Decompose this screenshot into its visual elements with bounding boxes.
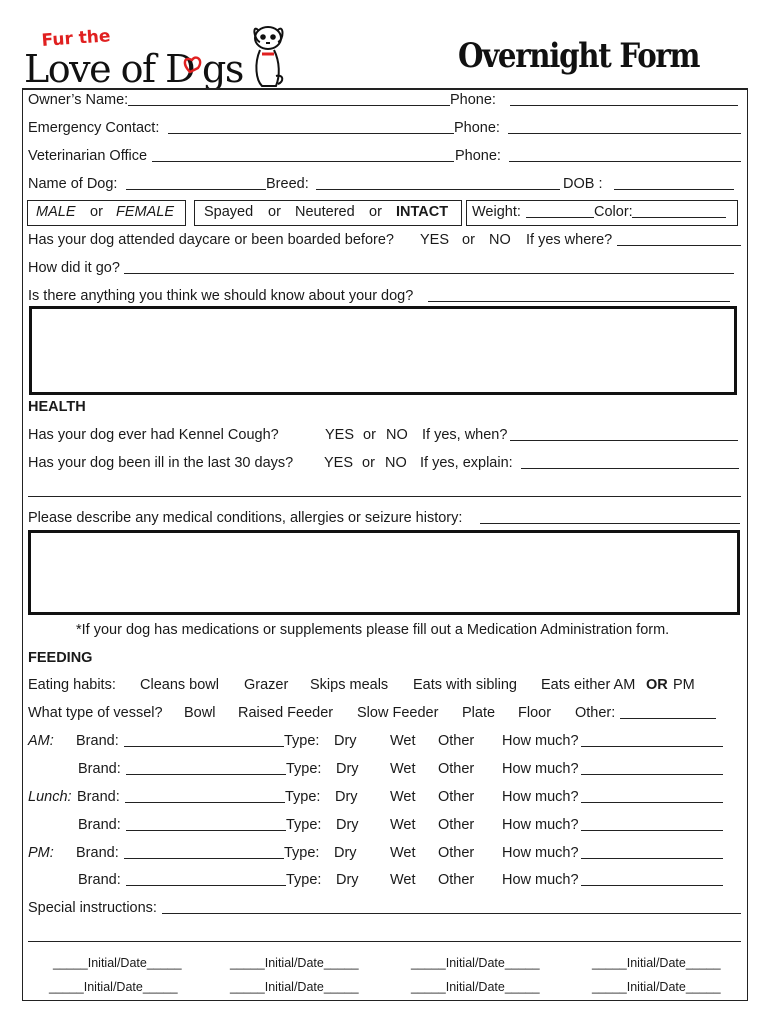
vessel-label: What type of vessel? xyxy=(28,705,163,721)
brand-label: Brand: xyxy=(78,761,121,777)
weight-label: Weight: xyxy=(472,204,521,220)
type-label: Type: xyxy=(286,817,322,833)
brand-label: Brand: xyxy=(76,733,119,749)
female-option[interactable]: FEMALE xyxy=(116,204,175,220)
daycare-yes[interactable]: YES xyxy=(420,232,450,248)
sex-or: or xyxy=(90,204,103,220)
type-label: Type: xyxy=(284,733,320,749)
neutered-option[interactable]: Neutered xyxy=(295,204,355,220)
vet-phone-field[interactable] xyxy=(509,161,741,162)
breed-field[interactable] xyxy=(316,189,560,190)
vet-office-field[interactable] xyxy=(152,161,454,162)
daycare-where-field[interactable] xyxy=(617,245,741,246)
how-did-it-go-field[interactable] xyxy=(124,273,734,274)
type-dry[interactable]: Dry xyxy=(336,872,359,888)
type-dry[interactable]: Dry xyxy=(334,733,357,749)
brand-field[interactable] xyxy=(124,746,284,747)
special-instructions-label: Special instructions: xyxy=(28,900,157,916)
how-much-field[interactable] xyxy=(581,885,723,886)
meal-label: PM: xyxy=(28,845,54,861)
type-other[interactable]: Other xyxy=(438,789,475,805)
logo-graphic xyxy=(22,20,287,90)
kennel-cough-no[interactable]: NO xyxy=(386,427,408,443)
ill-explain-field[interactable] xyxy=(521,468,739,469)
ill-question: Has your dog been ill in the last 30 days? xyxy=(28,455,294,471)
ill-no[interactable]: NO xyxy=(385,455,407,471)
brand-field[interactable] xyxy=(125,802,285,803)
initial-date-field[interactable]: _____Initial/Date_____ xyxy=(49,980,178,994)
dog-mascot-icon xyxy=(254,27,282,86)
how-much-label: How much? xyxy=(502,733,579,749)
type-label: Type: xyxy=(286,872,322,888)
type-other[interactable]: Other xyxy=(438,845,475,861)
type-label: Type: xyxy=(285,789,321,805)
anything-to-know-textbox[interactable] xyxy=(29,306,737,395)
type-dry[interactable]: Dry xyxy=(336,761,359,777)
ill-or: or xyxy=(362,455,375,471)
special-instructions-field[interactable] xyxy=(162,913,741,914)
vessel-plate[interactable]: Plate xyxy=(462,705,496,721)
color-field[interactable] xyxy=(632,217,726,218)
page-title: Overnight Form xyxy=(458,36,700,76)
fix-or-2: or xyxy=(369,204,382,220)
feeding-heading: FEEDING xyxy=(28,650,93,666)
how-much-label: How much? xyxy=(502,872,579,888)
brand-label: Brand: xyxy=(77,789,120,805)
habit-pm[interactable]: PM xyxy=(673,677,695,693)
vessel-raised-feeder[interactable]: Raised Feeder xyxy=(238,705,334,721)
kennel-cough-yes[interactable]: YES xyxy=(325,427,355,443)
how-much-label: How much? xyxy=(502,817,579,833)
habit-or: OR xyxy=(646,677,668,693)
special-instructions-line-2[interactable] xyxy=(28,941,741,942)
owner-phone-label: Phone: xyxy=(450,92,496,108)
brand-label: Brand: xyxy=(78,872,121,888)
daycare-no[interactable]: NO xyxy=(489,232,511,248)
emergency-contact-field[interactable] xyxy=(168,133,454,134)
type-other[interactable]: Other xyxy=(438,733,475,749)
initial-date-field[interactable]: _____Initial/Date_____ xyxy=(411,980,540,994)
brand-label: Brand: xyxy=(78,817,121,833)
initial-date-field[interactable]: _____Initial/Date_____ xyxy=(592,956,721,970)
emergency-phone-label: Phone: xyxy=(454,120,500,136)
medical-conditions-line[interactable] xyxy=(480,523,740,524)
initial-date-field[interactable]: _____Initial/Date_____ xyxy=(230,956,359,970)
medical-conditions-textbox[interactable] xyxy=(28,530,740,615)
habit-skips-meals[interactable]: Skips meals xyxy=(310,677,389,693)
weight-field[interactable] xyxy=(526,217,594,218)
initial-date-field[interactable]: _____Initial/Date_____ xyxy=(592,980,721,994)
kennel-cough-when-label: If yes, when? xyxy=(422,427,508,443)
brand-label: Brand: xyxy=(76,845,119,861)
how-much-field[interactable] xyxy=(581,858,723,859)
how-much-field[interactable] xyxy=(581,746,723,747)
owner-name-field[interactable] xyxy=(128,105,450,106)
kennel-cough-when-field[interactable] xyxy=(510,440,738,441)
type-other[interactable]: Other xyxy=(438,761,475,777)
vessel-bowl[interactable]: Bowl xyxy=(184,705,216,721)
meal-label: Lunch: xyxy=(28,789,72,805)
habit-eats-either-am[interactable]: Eats either AM xyxy=(541,677,636,693)
logo-tagline: Fur the xyxy=(40,26,112,51)
how-did-it-go-label: How did it go? xyxy=(28,260,120,276)
how-much-label: How much? xyxy=(502,789,579,805)
emergency-phone-field[interactable] xyxy=(508,133,741,134)
type-label: Type: xyxy=(286,761,322,777)
vessel-other-field[interactable] xyxy=(620,718,716,719)
brand-field[interactable] xyxy=(126,830,286,831)
initial-date-field[interactable]: _____Initial/Date_____ xyxy=(53,956,182,970)
type-wet[interactable]: Wet xyxy=(390,845,416,861)
how-much-field[interactable] xyxy=(581,774,723,775)
brand-field[interactable] xyxy=(124,858,284,859)
how-much-field[interactable] xyxy=(581,802,723,803)
dob-label: DOB : xyxy=(563,176,603,192)
habit-grazer[interactable]: Grazer xyxy=(244,677,289,693)
type-wet[interactable]: Wet xyxy=(390,872,416,888)
type-wet[interactable]: Wet xyxy=(390,761,416,777)
fix-or-1: or xyxy=(268,204,281,220)
dog-name-field[interactable] xyxy=(126,189,266,190)
owner-phone-field[interactable] xyxy=(510,105,738,106)
meal-label: AM: xyxy=(28,733,54,749)
how-much-field[interactable] xyxy=(581,830,723,831)
type-wet[interactable]: Wet xyxy=(390,817,416,833)
owner-name-label: Owner’s Name: xyxy=(28,92,129,108)
ill-explain-label: If yes, explain: xyxy=(420,455,513,471)
brand-field[interactable] xyxy=(126,885,286,886)
vet-phone-label: Phone: xyxy=(455,148,501,164)
intact-option[interactable]: INTACT xyxy=(396,204,449,220)
color-label: Color: xyxy=(594,204,633,220)
male-option[interactable]: MALE xyxy=(36,204,76,220)
vet-office-label: Veterinarian Office xyxy=(28,148,148,164)
initial-date-field[interactable]: _____Initial/Date_____ xyxy=(230,980,359,994)
kennel-cough-question: Has your dog ever had Kennel Cough? xyxy=(28,427,279,443)
type-other[interactable]: Other xyxy=(438,872,475,888)
medical-conditions-label: Please describe any medical conditions, allergies or seizure history: xyxy=(28,510,463,526)
anything-to-know-label: Is there anything you think we should know about your dog? xyxy=(28,288,414,304)
vessel-floor[interactable]: Floor xyxy=(518,705,552,721)
dog-name-label: Name of Dog: xyxy=(28,176,118,192)
type-other[interactable]: Other xyxy=(438,817,475,833)
breed-label: Breed: xyxy=(266,176,309,192)
daycare-where-label: If yes where? xyxy=(526,232,613,248)
type-dry[interactable]: Dry xyxy=(334,845,357,861)
brand-logo xyxy=(22,20,287,90)
habit-cleans-bowl[interactable]: Cleans bowl xyxy=(140,677,219,693)
how-much-label: How much? xyxy=(502,761,579,777)
ill-explain-line-2[interactable] xyxy=(28,496,741,497)
habit-eats-with-sibling[interactable]: Eats with sibling xyxy=(413,677,517,693)
type-label: Type: xyxy=(284,845,320,861)
kennel-cough-or: or xyxy=(363,427,376,443)
type-wet[interactable]: Wet xyxy=(390,733,416,749)
type-dry[interactable]: Dry xyxy=(336,817,359,833)
eating-habits-label: Eating habits: xyxy=(28,677,116,693)
type-wet[interactable]: Wet xyxy=(390,789,416,805)
daycare-or: or xyxy=(462,232,475,248)
logo-wordmark-b: gs xyxy=(202,47,243,90)
vessel-other-label: Other: xyxy=(575,705,616,721)
daycare-question: Has your dog attended daycare or been boarded before? xyxy=(28,232,394,248)
health-heading: HEALTH xyxy=(28,399,86,415)
logo-wordmark-a: Love of D xyxy=(24,47,195,90)
medication-note: *If your dog has medications or supplements please fill out a Medication Administration form. xyxy=(76,622,670,638)
type-dry[interactable]: Dry xyxy=(335,789,358,805)
spayed-option[interactable]: Spayed xyxy=(204,204,254,220)
initial-date-field[interactable]: _____Initial/Date_____ xyxy=(411,956,540,970)
ill-yes[interactable]: YES xyxy=(324,455,354,471)
brand-field[interactable] xyxy=(126,774,286,775)
emergency-contact-label: Emergency Contact: xyxy=(28,120,160,136)
anything-to-know-line[interactable] xyxy=(428,301,730,302)
header-divider xyxy=(22,88,747,90)
how-much-label: How much? xyxy=(502,845,579,861)
vessel-slow-feeder[interactable]: Slow Feeder xyxy=(357,705,439,721)
dob-field[interactable] xyxy=(614,189,734,190)
